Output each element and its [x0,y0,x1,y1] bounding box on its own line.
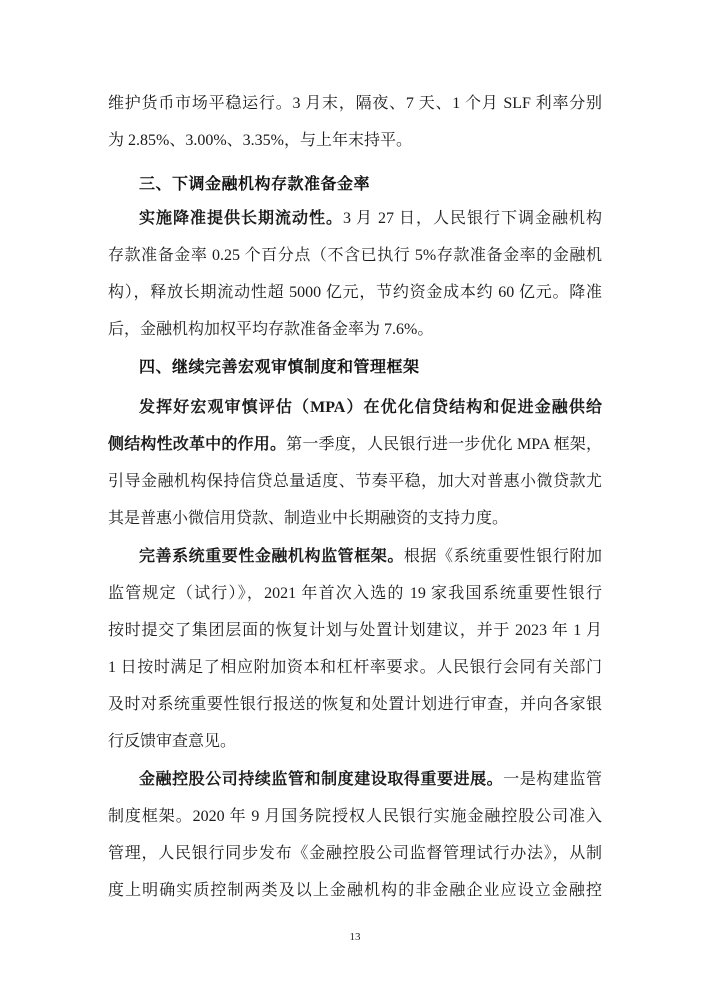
text-line [108,200,602,237]
paragraph-lead: 完善系统重要性金融机构监管框架。 [139,548,404,565]
text-line [108,389,602,426]
text-line: 引导金融机构保持信贷总量适度、节奏平稳，加大对普惠小微贷款尤 [108,473,602,490]
text-line: 后，金融机构加权平均存款准备金率为 7.6%。 [108,321,434,338]
text-line: 制度框架。2020 年 9 月国务院授权人民银行实施金融控股公司准入 [108,808,602,825]
carryover-paragraph [108,85,602,159]
text-line [108,426,602,463]
rrr-paragraph [108,200,602,348]
paragraph-lead: 实施降准提供长期流动性。 [139,210,343,227]
text-line: 监管规定（试行）》，2021 年首次入选的 19 家我国系统重要性银行 [108,585,602,602]
fhc-paragraph [108,761,602,909]
text-line: 及时对系统重要性银行报送的恢复和处置计划进行审查，并向各家银 [108,696,602,713]
text-line: 构），释放长期流动性超 5000 亿元，节约资金成本约 60 亿元。降准 [108,284,602,301]
text-line: 存款准备金率 0.25 个百分点（不含已执行 5%存款准备金率的金融机 [108,247,602,264]
sib-paragraph [108,538,602,760]
mpa-paragraph [108,389,602,537]
paragraph-lead: 金融控股公司持续监管和制度建设取得重要进展。 [139,771,504,788]
text-line: 为 2.85%、3.00%、3.35%，与上年末持平。 [108,132,412,149]
section-heading: 三、下调金融机构存款准备金率 [139,174,371,193]
text-line: 维护货币市场平稳运行。3 月末，隔夜、7 天、1 个月 SLF 利率分别 [108,95,602,112]
paragraph-lead: 发挥好宏观审慎评估（MPA）在优化信贷结构和促进金融供给 [139,399,602,416]
text-line: 行反馈审查意见。 [108,733,237,750]
text-line: 管理，人民银行同步发布《金融控股公司监督管理试行办法》，从制 [108,845,602,862]
paragraph-text: 一是构建监管 [503,771,602,788]
text-line: 按时提交了集团层面的恢复计划与处置计划建议，并于 2023 年 1 月 [108,622,602,639]
text-line: 度上明确实质控制两类及以上金融机构的非金融企业应设立金融控 [108,882,602,899]
paragraph-text: 第一季度，人民银行进一步优化 MPA 框架， [286,436,602,453]
paragraph-text: 3 月 27 日，人民银行下调金融机构 [343,210,602,227]
page-number: 13 [349,931,361,943]
paragraph-text: 根据《系统重要性银行附加 [403,548,602,565]
text-line: 其是普惠小微信用贷款、制造业中长期融资的支持力度。 [108,510,509,527]
text-line: 1 日按时满足了相应附加资本和杠杆率要求。人民银行会同有关部门 [108,659,602,676]
section-heading: 四、继续完善宏观审慎制度和管理框架 [139,357,420,376]
text-line [108,538,602,575]
text-line [108,761,602,798]
paragraph-lead: 侧结构性改革中的作用。 [108,436,287,453]
